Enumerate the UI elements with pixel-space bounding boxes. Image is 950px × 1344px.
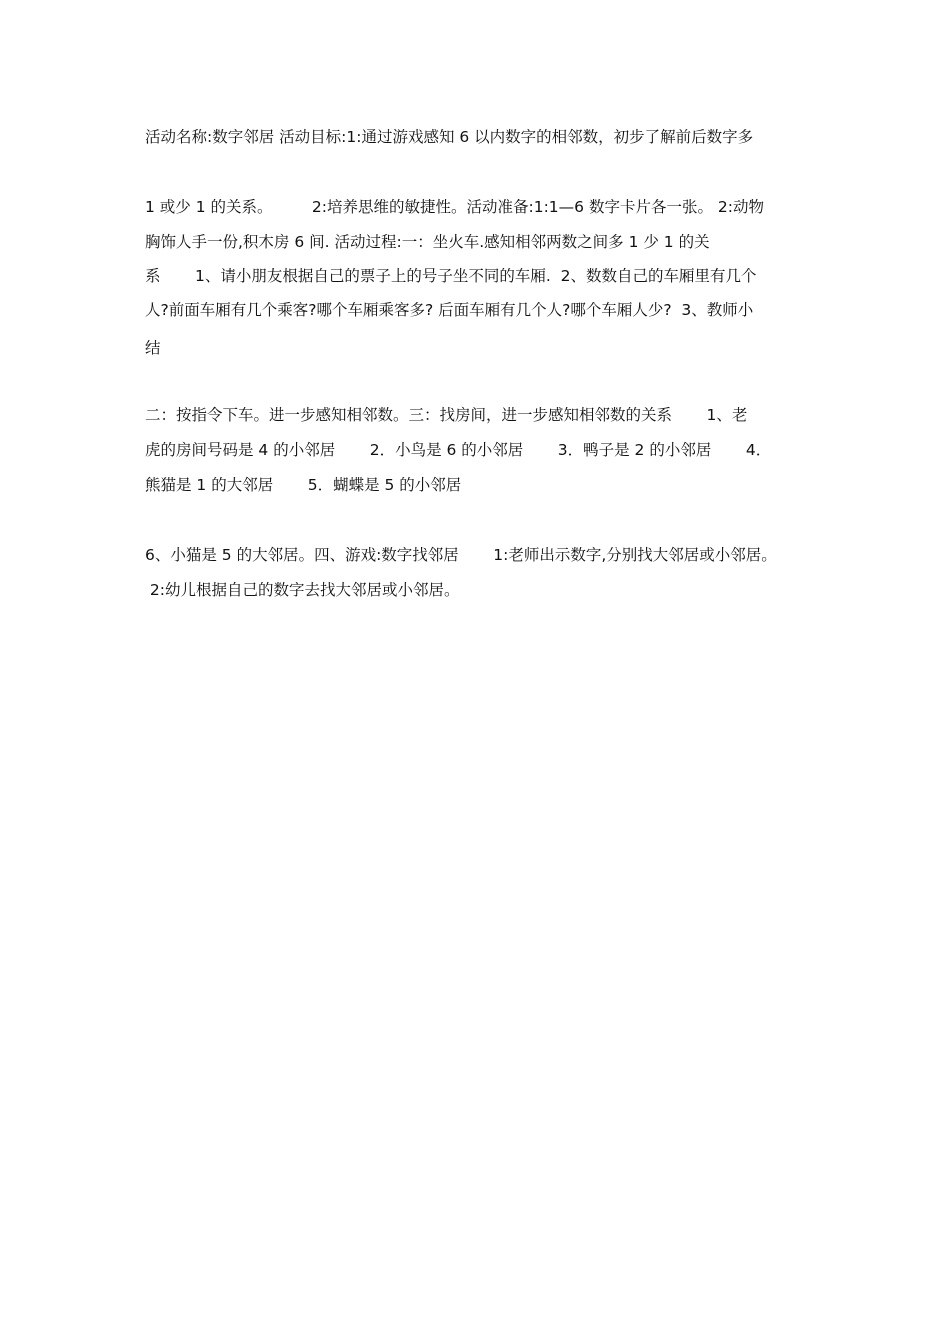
text-line: 1 或少 1 的关系。 2:培养思维的敏捷性。活动准备:1:1—6 数字卡片各一张。 2:动物 xyxy=(145,198,764,216)
text-line: 人?前面车厢有几个乘客?哪个车厢乘客多? 后面车厢有几个人?哪个车厢人少? 3、教师小 xyxy=(145,301,754,319)
text-line: 结 xyxy=(145,339,161,357)
text-line: 二：按指令下车。进一步感知相邻数。三：找房间，进一步感知相邻数的关系 1、老 xyxy=(145,406,748,424)
text-line: 6、小猫是 5 的大邻居。四、游戏:数字找邻居 1:老师出示数字,分别找大邻居或小邻居。 xyxy=(145,546,777,564)
text-line: 胸饰人手一份,积木房 6 间. 活动过程:一：坐火车.感知相邻两数之间多 1 少 1 的关 xyxy=(145,233,710,251)
text-line: 熊猫是 1 的大邻居 5．蝴蝶是 5 的小邻居 xyxy=(145,476,462,494)
text-line: 2:幼儿根据自己的数字去找大邻居或小邻居。 xyxy=(145,581,460,599)
text-line: 活动名称:数字邻居 活动目标:1:通过游戏感知 6 以内数字的相邻数，初步了解前后数字多 xyxy=(145,128,754,146)
text-line: 虎的房间号码是 4 的小邻居 2．小鸟是 6 的小邻居 3．鸭子是 2 的小邻居 4． xyxy=(145,441,772,459)
text-line: 系 1、请小朋友根据自己的票子上的号子坐不同的车厢. 2、数数自己的车厢里有几个 xyxy=(145,267,757,285)
